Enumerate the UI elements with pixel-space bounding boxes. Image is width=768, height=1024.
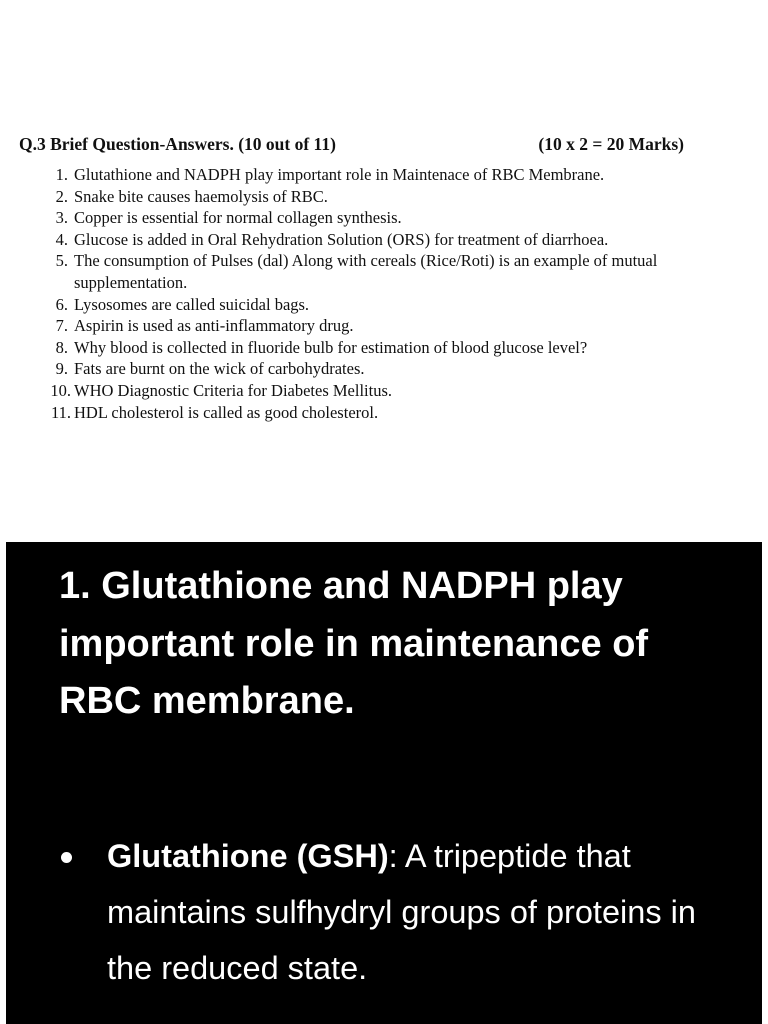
question-item bbox=[0, 294, 768, 316]
question-section-title: Q.3 Brief Question-Answers. (10 out of 11) bbox=[19, 134, 336, 154]
question-number: 3. bbox=[55, 208, 68, 228]
question-number: 7. bbox=[55, 316, 68, 336]
question-text: HDL cholesterol is called as good cholesterol. bbox=[74, 402, 379, 422]
bullet-content bbox=[107, 828, 721, 996]
answer-heading: 1. Glutathione and NADPH play important role in maintenance of RBC membrane. bbox=[59, 565, 649, 722]
question-text: The consumption of Pulses (dal) Along with cereals (Rice/Roti) is an example of mutual supplementation. bbox=[74, 251, 658, 292]
question-item bbox=[0, 229, 768, 251]
question-item bbox=[0, 337, 768, 359]
question-number: 4. bbox=[55, 229, 68, 249]
bullet-term: Glutathione (GSH) bbox=[107, 838, 389, 874]
question-number: 1. bbox=[55, 165, 68, 184]
question-text: Snake bite causes haemolysis of RBC. bbox=[74, 186, 328, 206]
answer-card bbox=[6, 542, 762, 1024]
question-text: Copper is essential for normal collagen synthesis. bbox=[74, 208, 402, 228]
question-item bbox=[0, 207, 768, 229]
question-number: 2. bbox=[55, 186, 68, 206]
question-item bbox=[0, 250, 768, 293]
question-item bbox=[0, 402, 768, 424]
question-item bbox=[0, 358, 768, 380]
question-text: Glucose is added in Oral Rehydration Solution (ORS) for treatment of diarrhoea. bbox=[74, 229, 609, 249]
question-number: 6. bbox=[55, 294, 68, 314]
question-item bbox=[0, 186, 768, 208]
question-text: Fats are burnt on the wick of carbohydrates. bbox=[74, 359, 365, 379]
question-text: Aspirin is used as anti-inflammatory drug. bbox=[74, 316, 354, 336]
bullet-text: : A tripeptide that maintains sulfhydryl groups of proteins in the reduced state. bbox=[107, 838, 696, 986]
question-header bbox=[19, 132, 687, 156]
question-text: Why blood is collected in fluoride bulb for estimation of blood glucose level? bbox=[74, 337, 588, 357]
question-sheet bbox=[0, 0, 768, 500]
marks-allocation: (10 x 2 = 20 Marks) bbox=[538, 134, 684, 154]
question-number: 10. bbox=[50, 380, 71, 400]
question-number: 5. bbox=[55, 251, 68, 271]
question-list bbox=[0, 164, 768, 423]
question-text: WHO Diagnostic Criteria for Diabetes Mellitus. bbox=[74, 380, 393, 400]
question-item bbox=[0, 380, 768, 402]
question-number: 11. bbox=[50, 402, 71, 422]
question-item bbox=[0, 164, 768, 186]
bullet-icon bbox=[61, 852, 72, 863]
question-number: 8. bbox=[55, 337, 68, 357]
question-text: Lysosomes are called suicidal bags. bbox=[74, 294, 310, 314]
question-item bbox=[0, 315, 768, 337]
question-number: 9. bbox=[55, 359, 68, 379]
question-text: Glutathione and NADPH play important role in Maintenace of RBC Membrane. bbox=[74, 165, 605, 184]
